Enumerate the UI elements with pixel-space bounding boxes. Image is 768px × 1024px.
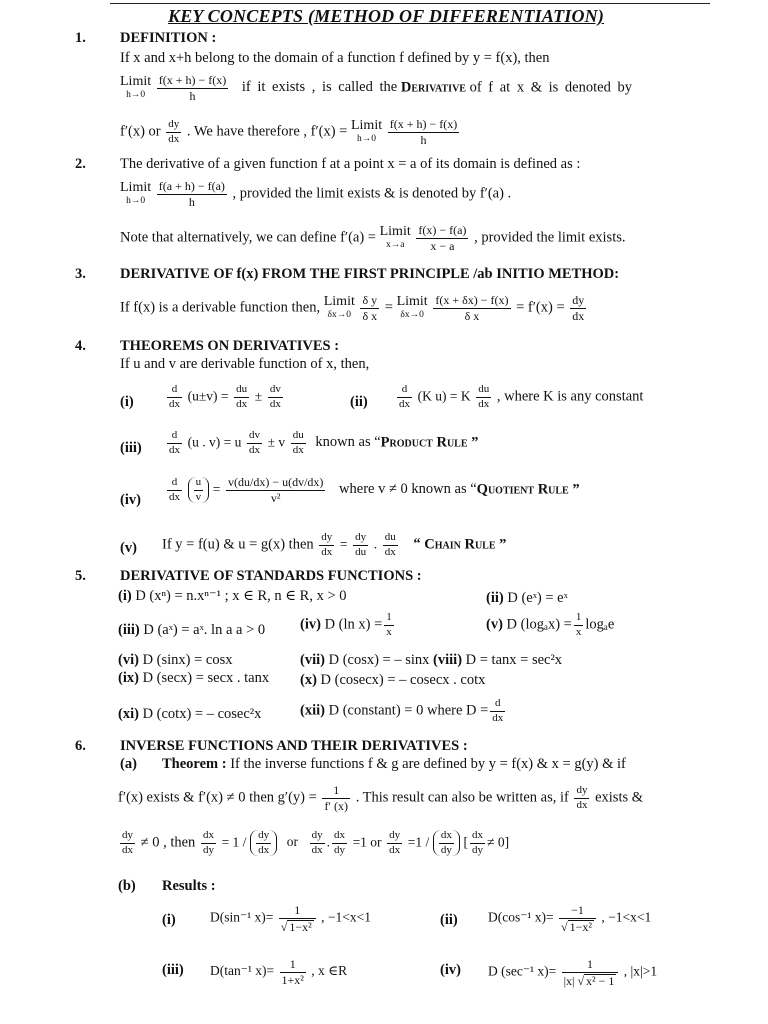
std-row-3b: (vii) D (cosx) = – sinx (viii) D = tanx = sec²x bbox=[300, 652, 563, 668]
section-6-theorem: Theorem : If the inverse functions f & g are defined by y = f(x) & x = g(y) & if bbox=[162, 756, 626, 772]
theorem-iv-label: (iv) bbox=[120, 492, 141, 508]
section-6-number: 6. bbox=[75, 738, 86, 754]
std-row-3a: (vi) D (sinx) = cosx bbox=[118, 652, 233, 668]
section-1-line3: f′(x) or $\frac{dy}{dx}$ . We have therefore , f′(x) = Limit h→0 $\frac{f(x + h) - f(x)}{h}$ bbox=[120, 117, 458, 147]
product-rule-term: Product Rule bbox=[380, 434, 468, 451]
result-i-label: (i) bbox=[162, 912, 176, 928]
std-row-4b: (x) D (cosecx) = – cosecx . cotx bbox=[300, 672, 486, 688]
theorem-iii-formula: $\frac{d}{dx}$ (u . v) = u $\frac{dv}{dx}$ ± v $\frac{du}{dx}$ known as “Product Rule ” bbox=[169, 429, 479, 456]
dy-dx-fraction: $\frac{dy}{dx}$ bbox=[168, 118, 180, 145]
section-4-heading: THEOREMS ON DERIVATIVES : bbox=[120, 338, 340, 354]
std-row-1b: (ii) D (eˣ) = eˣ bbox=[486, 590, 568, 606]
result-iv-label: (iv) bbox=[440, 962, 461, 978]
section-3-number: 3. bbox=[75, 266, 86, 282]
std-row-5a: (xi) D (cotx) = – cosec²x bbox=[118, 706, 262, 722]
result-iv-formula: D (sec⁻¹ x)= $\frac{1}{\text{|x| √ x² − 1}}$ , |x|>1 bbox=[488, 957, 658, 988]
section-2-alternative: Note that alternatively, we can define f′(a) = Limit x→a $\frac{f(x) - f(a)}{x - a}$ , provided the limit exists. bbox=[120, 223, 626, 253]
section-4-number: 4. bbox=[75, 338, 86, 354]
std-row-2a: (iii) D (aˣ) = aˣ. ln a a > 0 bbox=[118, 622, 266, 638]
section-2-formula: Limit h→0 $\frac{f(a + h) - f(a)}{h}$ , provided the limit exists & is denoted by f′(a) . bbox=[120, 179, 512, 209]
section-1-heading: DEFINITION : bbox=[120, 30, 217, 46]
section-1-number: 1. bbox=[75, 30, 86, 46]
section-6-line2: f′(x) exists & f′(x) ≠ 0 then g′(y) = $\frac{1}{f' (x)}$ . This result can also be written as, if $\frac{dy}{dx}$ exists & bbox=[118, 783, 644, 813]
section-5-heading: DERIVATIVE OF STANDARDS FUNCTIONS : bbox=[120, 568, 422, 584]
section-6-results-heading: Results : bbox=[162, 878, 216, 894]
section-1-definition-formula: Limit h→0 $\frac{f(x + h) - f(x)}{h}$ if it exists , is called the Derivative of f at x & is denoted by bbox=[120, 73, 632, 103]
theorem-ii-formula: $\frac{d}{dx}$ (K u) = K $\frac{du}{dx}$ , where K is any constant bbox=[399, 383, 644, 410]
section-1-line1: If x and x+h belong to the domain of a function f defined by y = f(x), then bbox=[120, 50, 550, 66]
top-rule bbox=[110, 3, 710, 4]
theorem-i-label: (i) bbox=[120, 394, 134, 410]
result-ii-formula: D(cos⁻¹ x)= $\frac{-1}{\text{√ 1−x²}}$ , −1<x<1 bbox=[488, 903, 652, 934]
section-4-intro: If u and v are derivable function of x, then, bbox=[120, 356, 370, 372]
std-row-5b: (xii) D (constant) = 0 where D = $\frac{d}{dx}$ bbox=[300, 697, 504, 724]
theorem-iv-formula: $\frac{d}{dx}$ $\frac{u}{v}$ = $\frac{v(du/dx) - u(dv/dx)}{\text{v²}}$ where v ≠ 0 known as “Quotient Rule ” bbox=[169, 475, 580, 505]
std-row-2b: (iv) D (ln x) = $\frac{1}{x}$ bbox=[300, 611, 392, 638]
section-2-line1: The derivative of a given function f at a point x = a of its domain is defined as : bbox=[120, 156, 581, 172]
derivative-term: Derivative bbox=[400, 79, 466, 96]
theorem-v-formula: If y = f(u) & u = g(x) then $\frac{dy}{dx}$ = $\frac{dy}{du}$ . $\frac{du}{dx}$ “ Chain Rule ” bbox=[162, 531, 507, 558]
result-iii-label: (iii) bbox=[162, 962, 184, 978]
theorem-i-formula: $\frac{d}{dx}$ (u±v) = $\frac{du}{dx}$ ± $\frac{dv}{dx}$ bbox=[169, 383, 281, 410]
theorem-iii-label: (iii) bbox=[120, 440, 142, 456]
theorem-ii-label: (ii) bbox=[350, 394, 368, 410]
theorem-v-label: (v) bbox=[120, 540, 137, 556]
section-6-heading: INVERSE FUNCTIONS AND THEIR DERIVATIVES : bbox=[120, 738, 468, 754]
std-row-1a: (i) D (xⁿ) = n.xⁿ⁻¹ ; x ∈ R, n ∈ R, x > 0 bbox=[118, 588, 347, 604]
quotient-rule-term: Quotient Rule bbox=[476, 481, 569, 498]
section-5-number: 5. bbox=[75, 568, 86, 584]
std-row-4a: (ix) D (secx) = secx . tanx bbox=[118, 670, 270, 686]
result-i-formula: D(sin⁻¹ x)= $\frac{1}{\text{√ 1−x²}}$ , −1<x<1 bbox=[210, 903, 371, 934]
difference-quotient: $\frac{f(x + h) - f(x)}{h}$ bbox=[158, 73, 227, 103]
section-3-heading: DERIVATIVE OF f(x) FROM THE FIRST PRINCIPLE /ab INITIO METHOD: bbox=[120, 266, 620, 282]
section-6-a-label: (a) bbox=[120, 756, 137, 772]
section-3-formula: If f(x) is a derivable function then, Limit δx→0 $\frac{\text{δ y}}{\text{δ x}}$ = Limit δx→0 $\frac{f(x + \delta x) - f(x)}{\text{δ x}}$ = f′(x) = $\frac{dy}{dx}$ bbox=[120, 293, 585, 323]
result-ii-label: (ii) bbox=[440, 912, 458, 928]
section-6-b-label: (b) bbox=[118, 878, 136, 894]
chain-rule-term: Chain Rule bbox=[424, 536, 496, 553]
result-iii-formula: D(tan⁻¹ x)= $\frac{1}{\text{1+x²}}$ , x ∈R bbox=[210, 957, 348, 987]
std-row-2c: (v) D (logₐx) = $\frac{1}{x}$ logₐe bbox=[486, 611, 615, 638]
section-2-number: 2. bbox=[75, 156, 86, 172]
page-title: KEY CONCEPTS (METHOD OF DIFFERENTIATION) bbox=[168, 6, 605, 26]
limit-operator: Limit h→0 bbox=[120, 74, 152, 101]
section-6-line3: $\frac{dy}{dx}$ ≠ 0 , then $\frac{dx}{dy}$ = 1 / $\frac{dy}{dx}$ or $\frac{dy}{dx}$ . $\frac{dx}{dy}$ =1 or $\frac{dy}{dx}$ =1 / $\frac{dx}{dy}$ [ $\frac{dx}{dy}$ ≠ 0] bbox=[122, 829, 510, 856]
